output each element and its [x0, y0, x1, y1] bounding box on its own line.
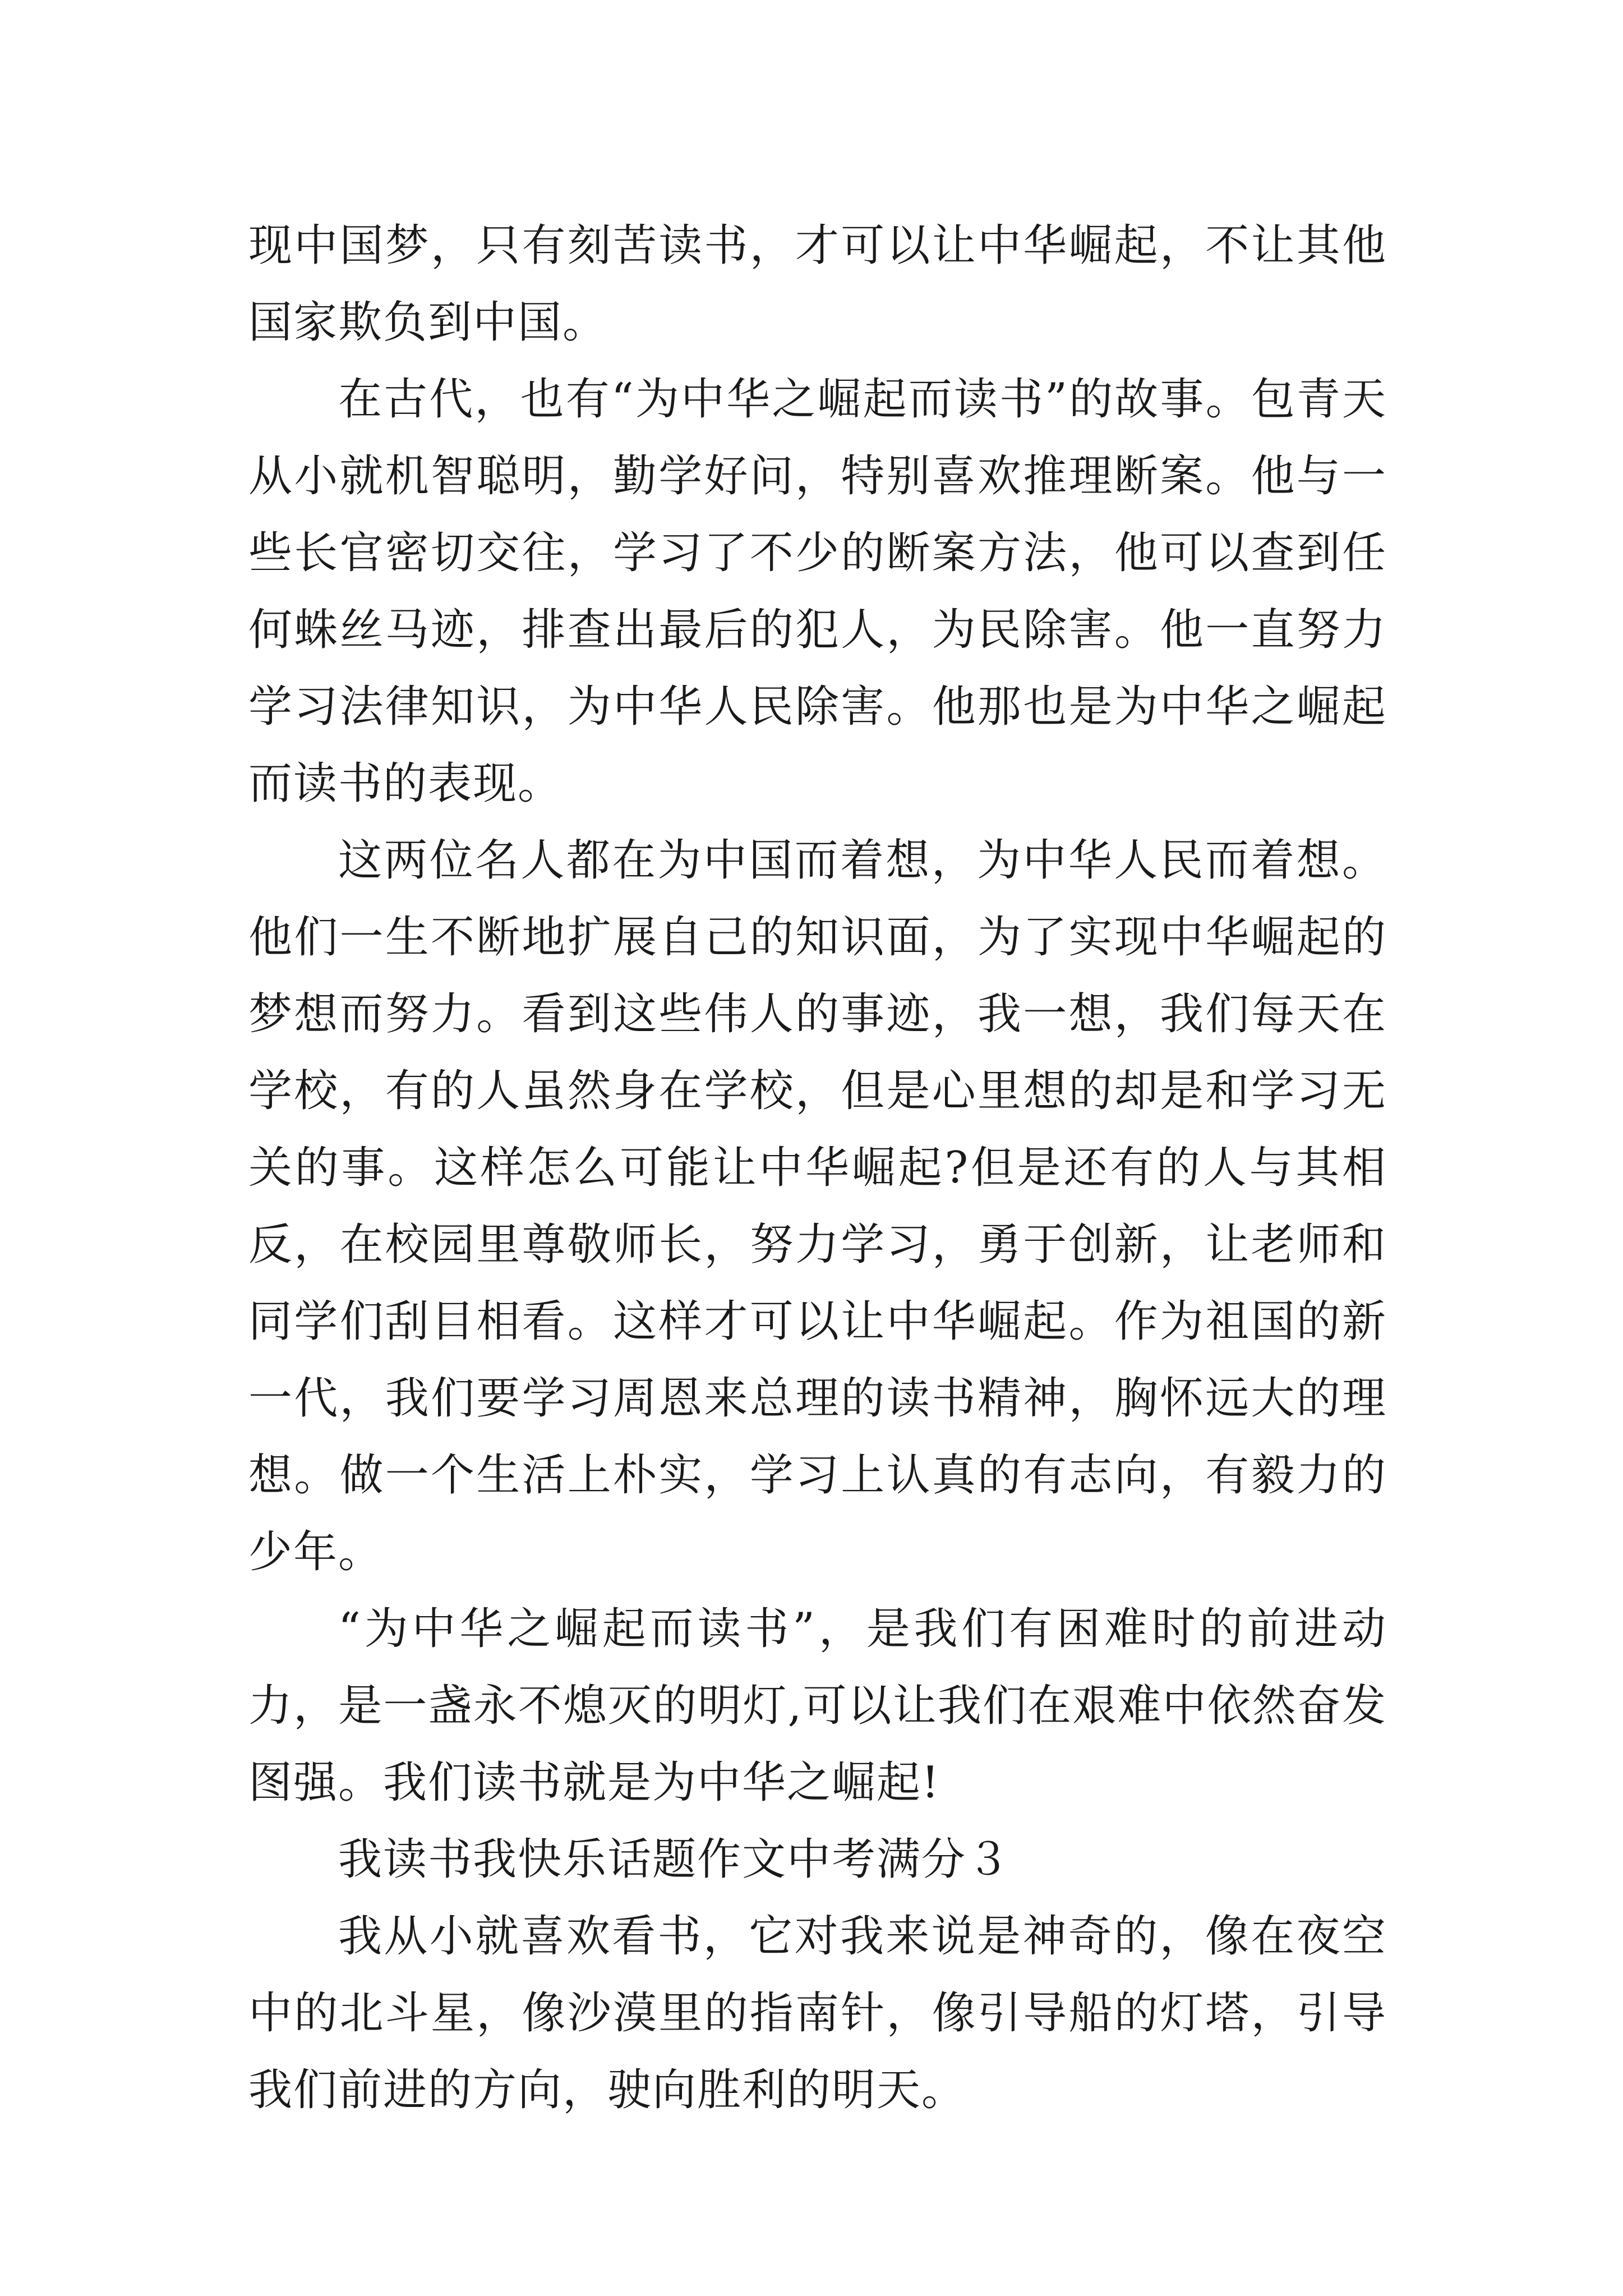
paragraph-essay-opening: 我从小就喜欢看书，它对我来说是神奇的，像在夜空中的北斗星，像沙漠里的指南针，像引导船的灯塔，引导我们前进的方向，驶向胜利的明天。 [248, 1911, 1387, 2115]
paragraph-conclusion: “为中华之崛起而读书”，是我们有困难时的前进动力，是一盏永不熄灭的明灯,可以让我们在艰难中依然奋发图强。我们读书就是为中华之崛起! [248, 1604, 1387, 1808]
paragraph-two-figures: 这两位名人都在为中国而着想，为中华人民而着想。他们一生不断地扩展自己的知识面，为了实现中华崛起的梦想而努力。看到这些伟人的事迹，我一想，我们每天在学校，有的人虽然身在学校，但是心里想的却是和学习无关的事。这样怎么可能让中华崛起?但是还有的人与其相反，在校园里尊敬师长，努力学习，勇于创新，让老师和同学们刮目相看。这样才可以让中华崛起。作为祖国的新一代，我们要学习周恩来总理的读书精神，胸怀远大的理想。做一个生活上朴实，学习上认真的有志向，有毅力的少年。 [248, 835, 1387, 1577]
paragraph-continuation: 现中国梦，只有刻苦读书，才可以让中华崛起，不让其他国家欺负到中国。 [248, 220, 1387, 348]
paragraph-bao-qingtian: 在古代，也有“为中华之崛起而读书”的故事。包青天从小就机智聪明，勤学好问，特别喜欢推理断案。他与一些长官密切交往，学习了不少的断案方法，他可以查到任何蛛丝马迹，排查出最后的犯人，为民除害。他一直努力学习法律知识，为中华人民除害。他那也是为中华之崛起而读书的表现。 [248, 374, 1387, 809]
document-page [248, 208, 1387, 2129]
essay-title: 我读书我快乐话题作文中考满分３ [338, 1834, 1012, 1885]
